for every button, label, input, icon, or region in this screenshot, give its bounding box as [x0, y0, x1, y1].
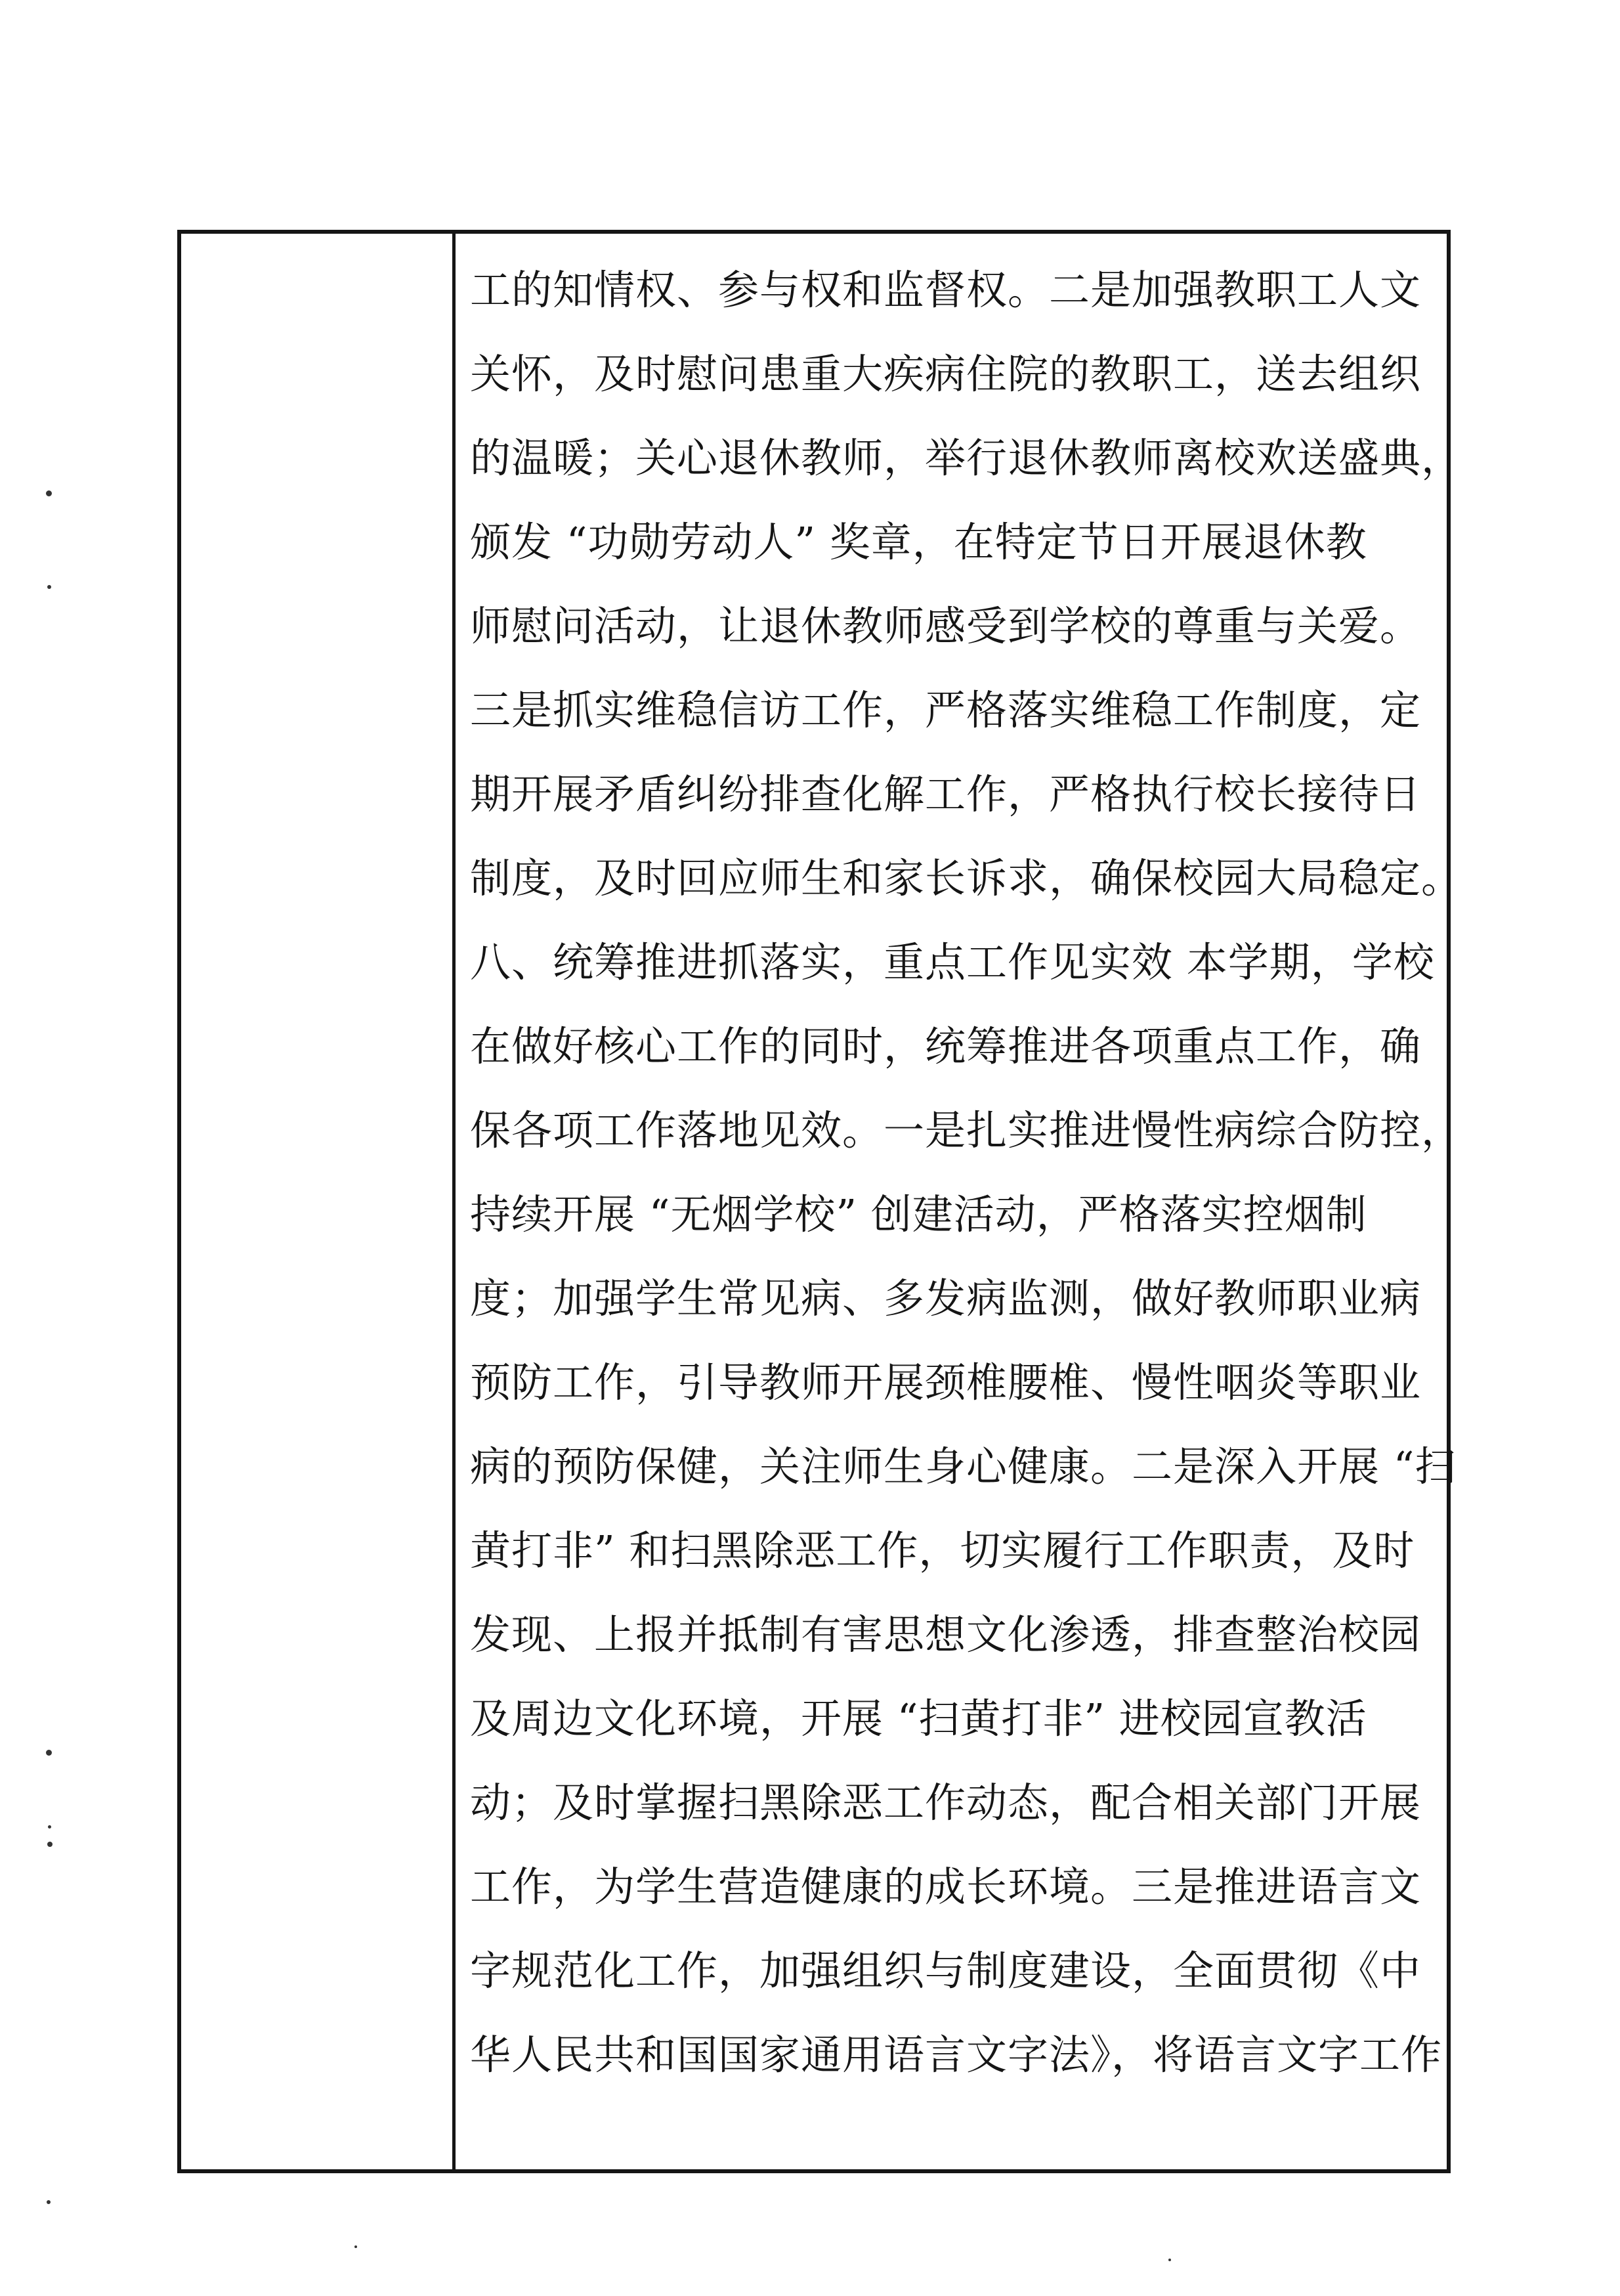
text-line: 工作，为学生营造健康的成长环境。三是推进语言文	[470, 1863, 1422, 1911]
text-line: 师慰问活动，让退休教师感受到学校的尊重与关爱。	[470, 602, 1422, 650]
text-line: 动；及时掌握扫黑除恶工作动态，配合相关部门开展	[470, 1779, 1422, 1827]
scan-speck	[1168, 2259, 1171, 2261]
text-line: 黄打非” 和扫黑除恶工作，切实履行工作职责，及时	[470, 1527, 1415, 1574]
text-line: 字规范化工作，加强组织与制度建设，全面贯彻《中	[470, 1947, 1422, 1995]
scan-speck	[46, 1750, 52, 1756]
text-line: 工的知情权、参与权和监督权。二是加强教职工人文	[470, 266, 1422, 314]
scan-speck	[47, 2200, 51, 2204]
scan-speck	[354, 2245, 357, 2248]
text-line: 三是抓实维稳信访工作，严格落实维稳工作制度，定	[470, 686, 1422, 734]
text-line: 颁发 “功勋劳动人” 奖章，在特定节日开展退休教	[470, 518, 1367, 566]
table-label-cell	[181, 234, 456, 2169]
scan-speck	[47, 1842, 53, 1847]
text-line: 保各项工作落地见效。一是扎实推进慢性病综合防控，	[470, 1106, 1463, 1154]
text-line: 关怀，及时慰问患重大疾病住院的教职工，送去组织	[470, 350, 1422, 398]
scan-speck	[48, 1825, 51, 1829]
scan-speck	[46, 490, 52, 496]
text-line: 预防工作，引导教师开展颈椎腰椎、慢性咽炎等职业	[470, 1358, 1422, 1406]
report-table	[177, 230, 1463, 2173]
text-line: 病的预防保健，关注师生身心健康。二是深入开展 “扫	[470, 1442, 1457, 1490]
text-line: 发现、上报并抵制有害思想文化渗透，排查整治校园	[470, 1611, 1422, 1658]
text-line: 度；加强学生常见病、多发病监测，做好教师职业病	[470, 1274, 1422, 1322]
text-line: 制度，及时回应师生和家长诉求，确保校园大局稳定。	[470, 854, 1463, 902]
text-line: 在做好核心工作的同时，统筹推进各项重点工作，确	[470, 1022, 1422, 1070]
text-line: 持续开展 “无烟学校” 创建活动，严格落实控烟制	[470, 1190, 1367, 1238]
scan-speck	[47, 585, 51, 589]
text-line: 期开展矛盾纠纷排查化解工作，严格执行校长接待日	[470, 770, 1422, 818]
text-line: 华人民共和国国家通用语言文字法》，将语言文字工作	[470, 2031, 1443, 2079]
text-line: 及周边文化环境，开展 “扫黄打非” 进校园宣教活	[470, 1695, 1367, 1743]
table-content-cell	[456, 234, 1463, 2169]
text-line: 的温暖；关心退休教师，举行退休教师离校欢送盛典，	[470, 434, 1463, 482]
section-heading-line: 八、统筹推进抓落实，重点工作见实效 本学期，学校	[470, 938, 1435, 986]
